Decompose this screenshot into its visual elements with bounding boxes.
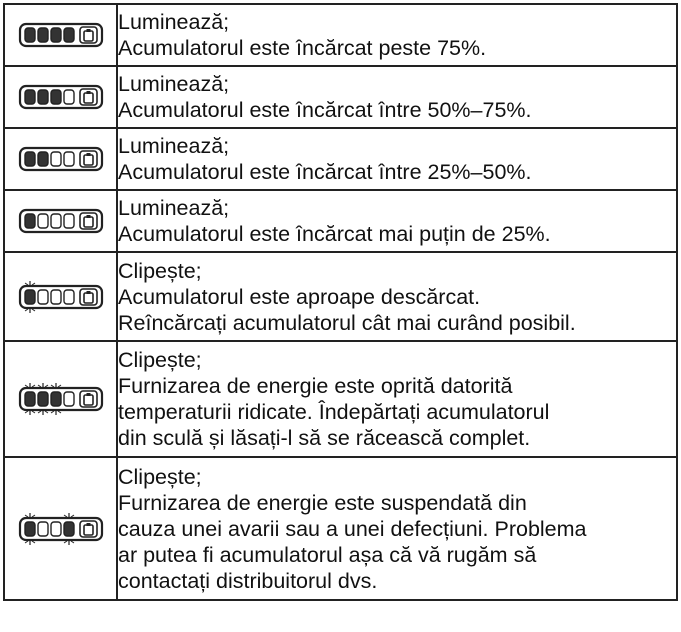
indicator-row <box>4 457 677 600</box>
indicator-state: Luminează; <box>118 134 230 158</box>
indicator-text-line: Acumulatorul este încărcat peste 75%. <box>118 36 487 60</box>
indicator-text-line: Acumulatorul este încărcat între 25%–50%. <box>118 160 532 184</box>
indicator-text-line: din sculă și lăsați-l să se răcească complet. <box>118 426 531 450</box>
indicator-description <box>117 128 677 190</box>
indicator-text-line: Furnizarea de energie este oprită datorită <box>118 374 513 398</box>
indicator-text-line: Acumulatorul este încărcat între 50%–75%. <box>118 98 532 122</box>
battery-gauge-edge-blink-icon <box>13 512 109 546</box>
indicator-state: Luminează; <box>118 196 230 220</box>
indicator-text-line: ar putea fi acumulatorul așa că vă rugăm să <box>118 542 537 567</box>
indicator-description <box>117 66 677 128</box>
indicator-text-line: temperaturii ridicate. Îndepărtați acumulatorul <box>118 400 550 424</box>
battery-indicator-table <box>3 3 678 601</box>
battery-gauge-4-lit-icon <box>13 18 109 52</box>
indicator-text-line: Furnizarea de energie este suspendată din <box>118 490 527 515</box>
indicator-description <box>117 4 677 66</box>
battery-gauge-3-lit-icon <box>13 80 109 114</box>
indicator-icon-cell <box>4 4 117 66</box>
indicator-text-line: contactați distribuitorul dvs. <box>118 568 378 593</box>
indicator-state: Luminează; <box>118 72 230 96</box>
indicator-row <box>4 190 677 252</box>
indicator-description <box>117 457 677 600</box>
indicator-text-line: Reîncărcați acumulatorul cât mai curând posibil. <box>118 310 576 335</box>
indicator-icon-cell <box>4 341 117 457</box>
indicator-row <box>4 252 677 341</box>
indicator-icon-cell <box>4 252 117 341</box>
indicator-icon-cell <box>4 66 117 128</box>
indicator-row <box>4 4 677 66</box>
indicator-row <box>4 341 677 457</box>
indicator-state: Clipește; <box>118 258 202 283</box>
indicator-state: Luminează; <box>118 10 230 34</box>
indicator-description <box>117 252 677 341</box>
indicator-text-line: cauza unei avarii sau a unei defecțiuni. Problema <box>118 516 587 541</box>
indicator-description <box>117 341 677 457</box>
battery-gauge-1-lit-icon <box>13 204 109 238</box>
battery-gauge-1-blinking-icon <box>13 280 109 314</box>
indicator-text-line: Acumulatorul este încărcat mai puțin de 25%. <box>118 222 551 246</box>
indicator-row <box>4 128 677 190</box>
battery-gauge-2-lit-icon <box>13 142 109 176</box>
indicator-description <box>117 190 677 252</box>
indicator-icon-cell <box>4 457 117 600</box>
indicator-icon-cell <box>4 190 117 252</box>
indicator-state: Clipește; <box>118 464 202 489</box>
battery-gauge-alternating-blink-icon <box>13 382 109 416</box>
indicator-row <box>4 66 677 128</box>
indicator-text-line: Acumulatorul este aproape descărcat. <box>118 284 481 309</box>
indicator-icon-cell <box>4 128 117 190</box>
indicator-state: Clipește; <box>118 348 202 372</box>
